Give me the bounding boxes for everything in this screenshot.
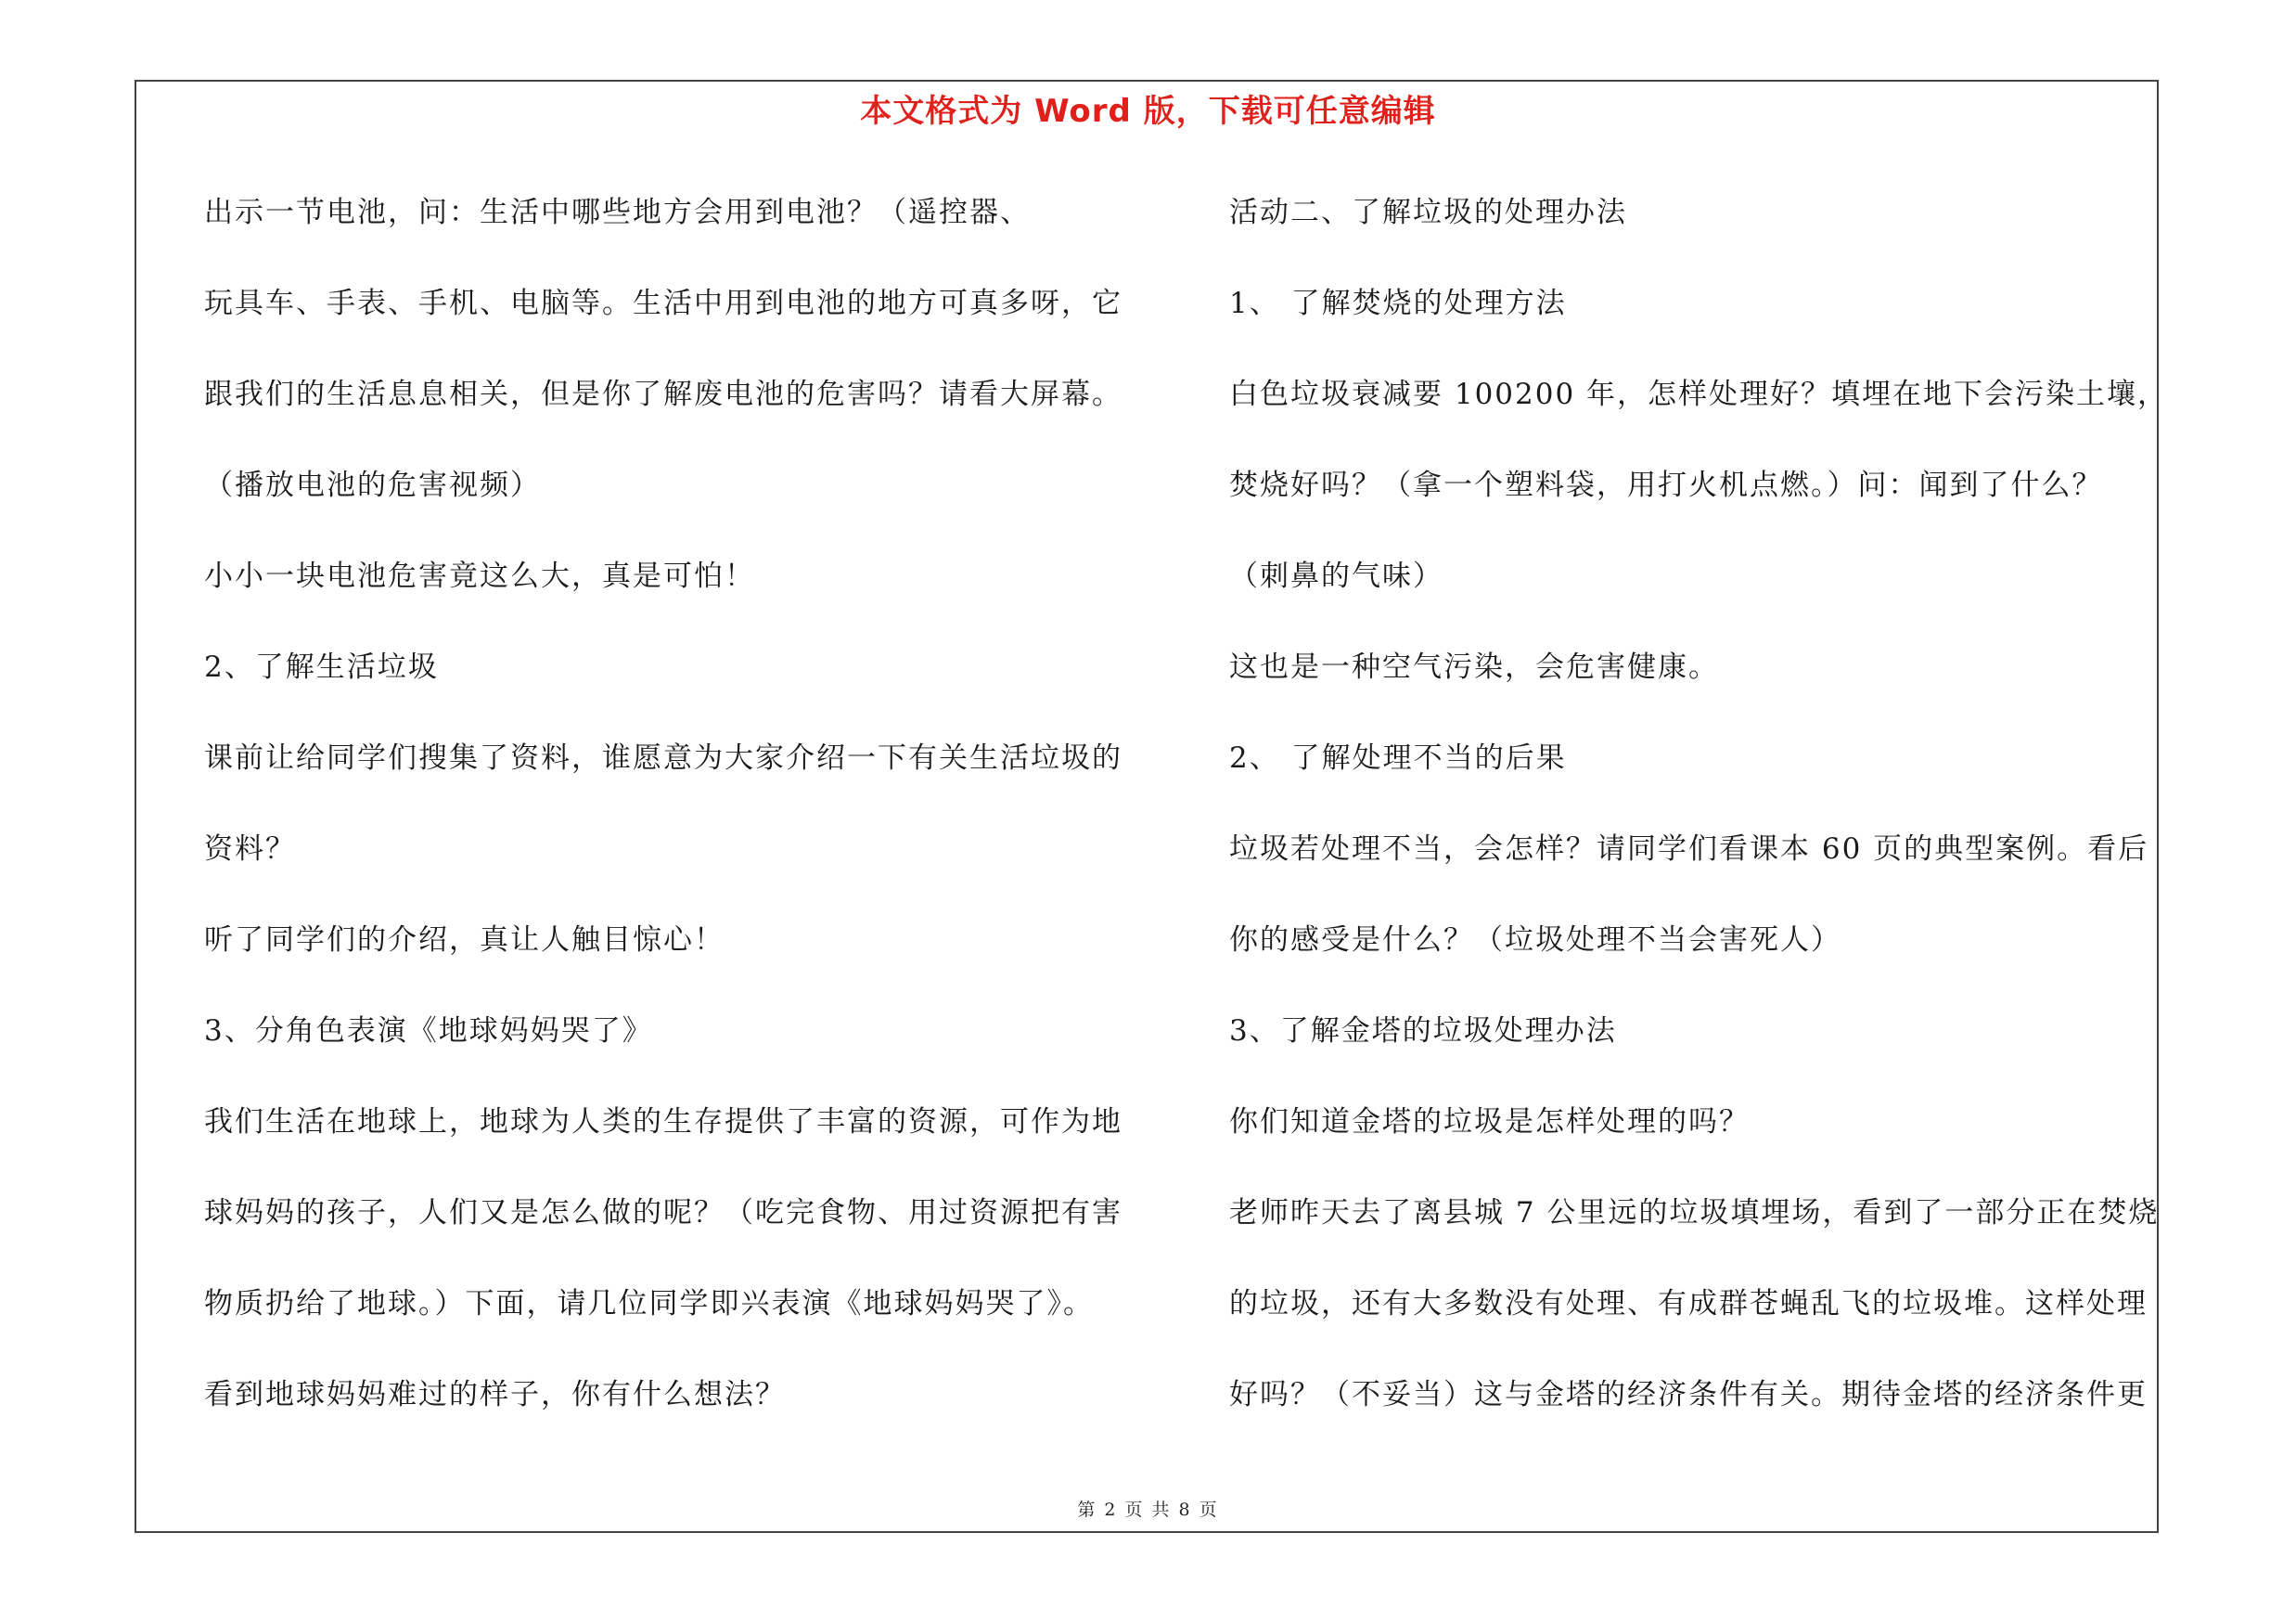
right-activity-heading: 活动二、了解垃圾的处理办法 xyxy=(1229,196,1627,229)
right-line-11: 你们知道金塔的垃圾是怎样处理的吗？ xyxy=(1229,1105,1750,1139)
right-line-13: 的垃圾，还有大多数没有处理、有成群苍蝇乱飞的垃圾堆。这样处理 xyxy=(1229,1287,2148,1320)
left-text-column xyxy=(204,186,1132,1459)
left-line-5: 小小一块电池危害竟这么大，真是可怕！ xyxy=(204,560,755,593)
right-line-9: 你的感受是什么？（垃圾处理不当会害死人） xyxy=(1229,923,1841,957)
left-section-heading-3: 3、分角色表演《地球妈妈哭了》 xyxy=(204,1014,653,1048)
right-line-5: （刺鼻的气味） xyxy=(1229,560,1443,593)
document-banner: 本文格式为 Word 版，下载可任意编辑 xyxy=(860,93,1436,130)
right-section-heading-2: 2、 了解处理不当的后果 xyxy=(1229,741,1567,775)
left-line-2: 玩具车、手表、手机、电脑等。生活中用到电池的地方可真多呀，它 xyxy=(204,287,1122,320)
left-line-9: 听了同学们的介绍，真让人触目惊心！ xyxy=(204,923,725,957)
left-line-14: 看到地球妈妈难过的样子，你有什么想法？ xyxy=(204,1378,786,1411)
left-line-11: 我们生活在地球上，地球为人类的生存提供了丰富的资源，可作为地 xyxy=(204,1105,1122,1139)
left-section-heading-2: 2、了解生活垃圾 xyxy=(204,650,439,684)
left-line-12: 球妈妈的孩子，人们又是怎么做的呢？（吃完食物、用过资源把有害 xyxy=(204,1196,1122,1230)
left-line-3: 跟我们的生活息息相关，但是你了解废电池的危害吗？请看大屏幕。 xyxy=(204,378,1122,411)
right-line-4: 焚烧好吗？（拿一个塑料袋，用打火机点燃。）问：闻到了什么？ xyxy=(1229,469,2103,502)
left-line-8: 资料？ xyxy=(204,832,296,866)
right-line-8: 垃圾若处理不当，会怎样？请同学们看课本 60 页的典型案例。看后 xyxy=(1229,832,2149,866)
right-section-heading-3: 3、了解金塔的垃圾处理办法 xyxy=(1229,1014,1617,1048)
left-line-4: （播放电池的危害视频） xyxy=(204,469,541,502)
page-number-footer: 第 2 页 共 8 页 xyxy=(1077,1500,1219,1520)
right-text-column xyxy=(1229,186,2169,1459)
right-section-heading-1: 1、 了解焚烧的处理方法 xyxy=(1229,287,1567,320)
right-line-3: 白色垃圾衰减要 100200 年，怎样处理好？填埋在地下会污染土壤， xyxy=(1229,378,2169,411)
right-line-12: 老师昨天去了离县城 7 公里远的垃圾填埋场，看到了一部分正在焚烧 xyxy=(1229,1196,2160,1230)
right-line-14: 好吗？（不妥当）这与金塔的经济条件有关。期待金塔的经济条件更 xyxy=(1229,1378,2148,1411)
right-line-6: 这也是一种空气污染，会危害健康。 xyxy=(1229,650,1719,684)
left-line-13: 物质扔给了地球。）下面，请几位同学即兴表演《地球妈妈哭了》。 xyxy=(204,1287,1094,1320)
left-line-7: 课前让给同学们搜集了资料，谁愿意为大家介绍一下有关生活垃圾的 xyxy=(204,741,1122,775)
left-line-1: 出示一节电池，问：生活中哪些地方会用到电池？（遥控器、 xyxy=(204,196,1031,229)
